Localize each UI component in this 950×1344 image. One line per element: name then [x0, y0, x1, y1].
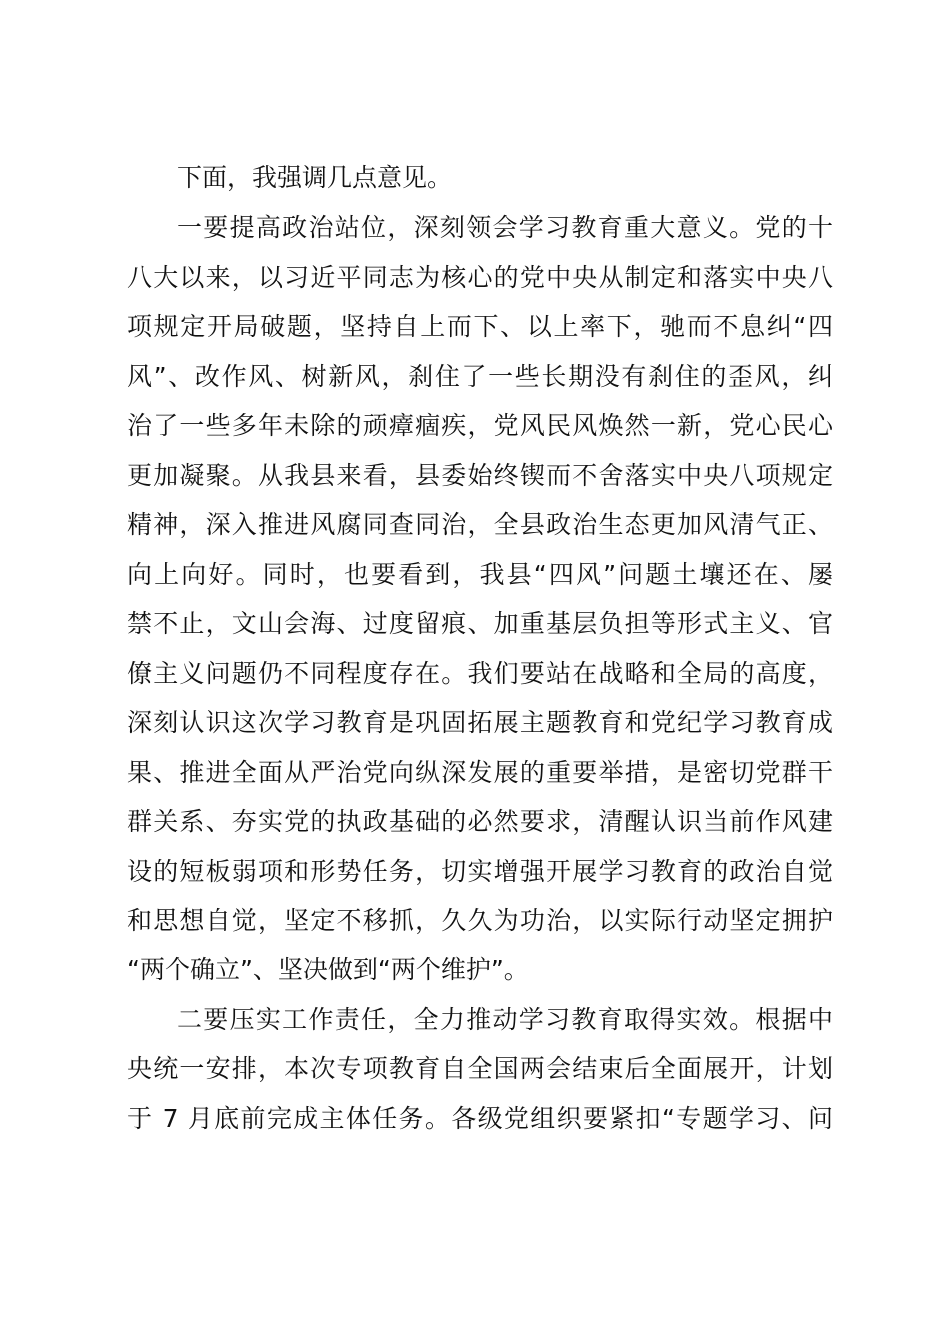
paragraph-1-line-1: 下面，我强调几点意见。	[177, 163, 453, 192]
paragraph-2-line-12: 果、推进全面从严治党向纵深发展的重要举措，是密切党群干	[127, 758, 833, 787]
paragraph-2-line-10: 僚主义问题仍不同程度存在。我们要站在战略和全局的高度，	[127, 659, 833, 688]
paragraph-2-line-1: 一要提高政治站位，深刻领会学习教育重大意义。党的十	[177, 213, 833, 242]
paragraph-2-line-11: 深刻认识这次学习教育是巩固拓展主题教育和党纪学习教育成	[127, 708, 833, 737]
paragraph-2-line-5: 治了一些多年未除的顽瘴痼疾，党风民风焕然一新，党心民心	[127, 411, 833, 440]
paragraph-2-line-7: 精神，深入推进风腐同查同治，全县政治生态更加风清气正、	[127, 510, 833, 539]
paragraph-2-line-15: 和思想自觉，坚定不移抓，久久为功治，以实际行动坚定拥护	[127, 906, 833, 935]
paragraph-3-line-1: 二要压实工作责任，全力推动学习教育取得实效。根据中	[177, 1005, 833, 1034]
paragraph-2-line-13: 群关系、夯实党的执政基础的必然要求，清醒认识当前作风建	[127, 807, 833, 836]
paragraph-2-line-9: 禁不止，文山会海、过度留痕、加重基层负担等形式主义、官	[127, 609, 833, 638]
paragraph-2-line-4: 风”、改作风、树新风，刹住了一些长期没有刹住的歪风，纠	[127, 362, 833, 391]
paragraph-2-line-8: 向上向好。同时，也要看到，我县“四风”问题土壤还在、屡	[127, 560, 833, 589]
paragraph-2-line-2: 八大以来，以习近平同志为核心的党中央从制定和落实中央八	[127, 263, 833, 292]
paragraph-2-line-6: 更加凝聚。从我县来看，县委始终锲而不舍落实中央八项规定	[127, 461, 833, 490]
paragraph-3-line-2: 央统一安排，本次专项教育自全国两会结束后全面展开，计划	[127, 1054, 833, 1083]
paragraph-2-line-14: 设的短板弱项和形势任务，切实增强开展学习教育的政治自觉	[127, 857, 833, 886]
paragraph-2-line-3: 项规定开局破题，坚持自上而下、以上率下，驰而不息纠“四	[127, 312, 833, 341]
paragraph-2-line-16: “两个确立”、坚决做到“两个维护”。	[127, 955, 529, 984]
paragraph-3-line-3: 于 7 月底前完成主体任务。各级党组织要紧扣“专题学习、问	[127, 1104, 833, 1133]
